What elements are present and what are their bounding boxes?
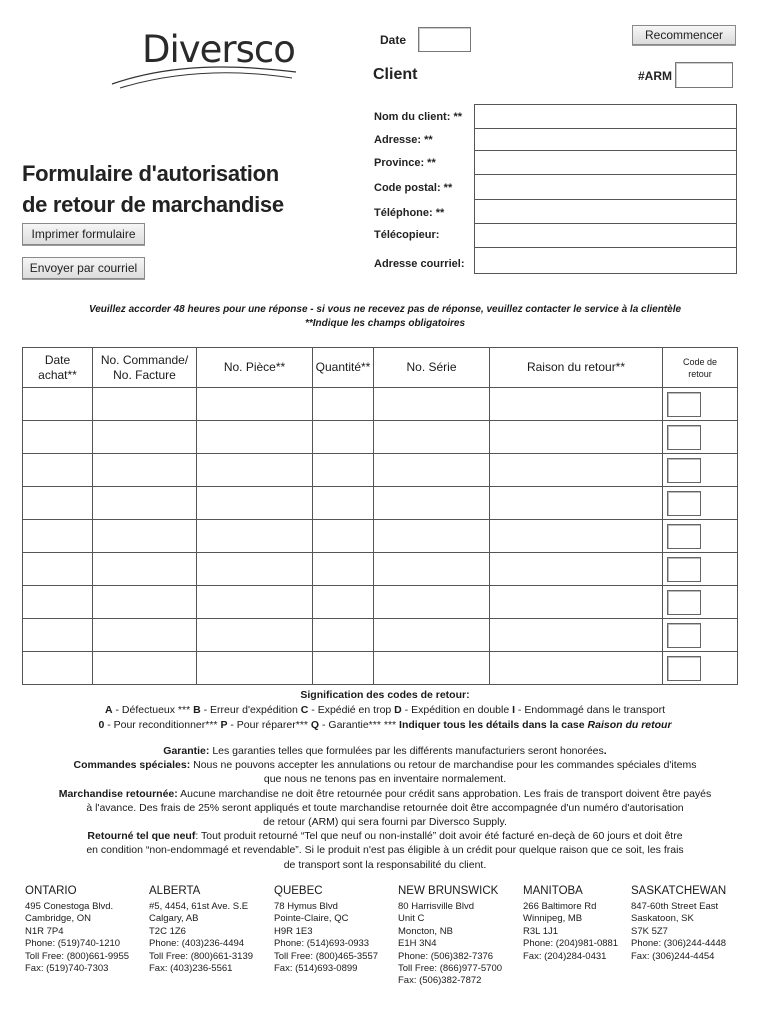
return-items-table (22, 347, 738, 685)
policy-neuf-text3: de transport sont la responsabilité du client. (283, 858, 487, 871)
table-row (23, 652, 738, 685)
office-line: Winnipeg, MB (523, 913, 583, 925)
return-policy (30, 744, 740, 872)
code-d-text: - Expédition en double (401, 704, 513, 716)
office-line: S7K 5Z7 (631, 925, 668, 937)
table-row (23, 454, 738, 487)
serial-number-cell[interactable] (374, 487, 490, 520)
form-title-line1: Formulaire d'autorisation (22, 161, 279, 186)
purchase-date-cell[interactable] (23, 586, 93, 619)
policy-marchandise-text1: Aucune marchandise ne doit être retournée pour crédit sans approbation. Les frais de transport doivent être payés (177, 787, 712, 800)
col-serial-number: No. Série (374, 348, 490, 388)
code-i-text: - Endommagé dans le transport (515, 704, 666, 716)
purchase-date-cell[interactable] (23, 421, 93, 454)
code-italic-note: Raison du retour (587, 719, 672, 731)
return-reason-cell[interactable] (490, 487, 663, 520)
policy-garantie-text: Les garanties telles que formulées par les différents manufacturiers seront honorées (209, 745, 604, 757)
email-label: Adresse courriel: (374, 258, 465, 270)
order-number-cell[interactable] (93, 520, 197, 553)
code-i-key: I (512, 704, 516, 716)
serial-number-cell[interactable] (374, 421, 490, 454)
office-line: T2C 1Z6 (149, 925, 186, 937)
part-number-cell[interactable] (197, 454, 313, 487)
client-fields-grid (474, 104, 737, 274)
purchase-date-cell[interactable] (23, 454, 93, 487)
date-field[interactable] (418, 27, 471, 52)
return-reason-cell[interactable] (490, 652, 663, 685)
response-notice: Veuillez accorder 48 heures pour une réponse - si vous ne recevez pas de réponse, veuillez contacter le service à la clientèle (88, 304, 682, 315)
part-number-cell[interactable] (197, 388, 313, 421)
office-name: MANITOBA (523, 885, 583, 897)
office-quebec (274, 884, 378, 975)
return-reason-cell[interactable] (490, 520, 663, 553)
office-line: Toll Free: (800)661-3139 (149, 950, 254, 962)
order-number-cell[interactable] (93, 619, 197, 652)
col-purchase-date (23, 348, 93, 388)
return-reason-cell[interactable] (490, 421, 663, 454)
office-line: Cambridge, ON (25, 913, 91, 925)
codes-title: Signification des codes de retour: (300, 689, 470, 701)
part-number-cell[interactable] (197, 619, 313, 652)
purchase-date-cell[interactable] (23, 652, 93, 685)
return-reason-cell[interactable] (490, 388, 663, 421)
return-code-cell (663, 454, 738, 487)
return-reason-cell[interactable] (490, 454, 663, 487)
col-part-number: No. Pièce** (197, 348, 313, 388)
office-ontario (25, 884, 129, 975)
serial-number-cell[interactable] (374, 454, 490, 487)
purchase-date-cell[interactable] (23, 487, 93, 520)
office-line: Phone: (519)740-1210 (25, 938, 121, 950)
table-row (23, 388, 738, 421)
policy-marchandise-text2: à l'avance. Des frais de 25% seront appliqués et toute marchandise retournée doit être accompagnée d'un numéro d'autorisation (86, 801, 684, 814)
office-line: Toll Free: (800)465-3557 (274, 950, 379, 962)
province-field[interactable] (475, 151, 736, 175)
office-line: Moncton, NB (398, 925, 453, 937)
address-label: Adresse: ** (374, 134, 433, 146)
part-number-cell[interactable] (197, 421, 313, 454)
return-code-field[interactable] (667, 392, 701, 417)
return-code-field[interactable] (667, 590, 701, 615)
col-order-line2: No. Facture (113, 367, 176, 382)
office-name: ALBERTA (149, 885, 201, 897)
return-reason-cell[interactable] (490, 553, 663, 586)
office-line: H9R 1E3 (274, 925, 313, 937)
policy-garantie-heading: Garantie: (163, 745, 210, 757)
order-number-cell[interactable] (93, 553, 197, 586)
return-code-field[interactable] (667, 425, 701, 450)
part-number-cell[interactable] (197, 487, 313, 520)
col-return-reason: Raison du retour** (490, 348, 663, 388)
policy-neuf-heading: Retourné tel que neuf (87, 830, 196, 843)
table-row (23, 553, 738, 586)
return-code-cell (663, 652, 738, 685)
office-saskatchewan (631, 884, 726, 963)
return-code-cell (663, 421, 738, 454)
return-code-field[interactable] (667, 458, 701, 483)
office-name: ONTARIO (25, 885, 77, 897)
order-number-cell[interactable] (93, 652, 197, 685)
serial-number-cell[interactable] (374, 520, 490, 553)
policy-commandes-heading: Commandes spéciales: (73, 759, 191, 772)
return-code-field[interactable] (667, 656, 701, 681)
col-quantity: Quantité** (313, 348, 374, 388)
office-line: 266 Baltimore Rd (523, 901, 597, 912)
col-date-line1: Date (44, 352, 71, 367)
arm-label: #ARM (638, 69, 673, 83)
office-line: 495 Conestoga Blvd. (25, 901, 114, 912)
code-b-key: B (193, 704, 201, 716)
serial-number-cell[interactable] (374, 652, 490, 685)
print-form-button[interactable]: Imprimer formulaire (22, 223, 145, 245)
col-code-line1: Code de (682, 356, 718, 367)
office-line: 78 Hymus Blvd (274, 901, 338, 912)
part-number-cell[interactable] (197, 553, 313, 586)
return-code-cell (663, 586, 738, 619)
form-title (22, 158, 284, 220)
part-number-cell[interactable] (197, 652, 313, 685)
table-row (23, 421, 738, 454)
office-line: Pointe-Claire, QC (274, 913, 349, 925)
office-line: Phone: (204)981-0881 (523, 938, 619, 950)
office-line: 80 Harrisville Blvd (398, 901, 475, 912)
policy-neuf-text2: en condition “non-endommagé et revendable”. Si le produit n'est pas éligible à un crédit pour quelque raison que ce soit, les frais (86, 844, 684, 857)
code-q-text: - Garantie*** (319, 719, 384, 731)
office-line: Calgary, AB (149, 913, 199, 925)
col-date-line2: achat** (38, 367, 77, 382)
office-name: QUEBEC (274, 885, 323, 897)
code-c-key: C (300, 704, 309, 716)
serial-number-cell[interactable] (374, 586, 490, 619)
code-p-key: P (220, 719, 228, 731)
fax-label: Télécopieur: (374, 229, 440, 241)
col-code-line2: retour (688, 368, 712, 379)
address-field[interactable] (475, 129, 736, 151)
return-code-field[interactable] (667, 557, 701, 582)
postal-code-field[interactable] (475, 175, 736, 200)
policy-commandes-text2: que nous ne tenons pas en inventaire normalement. (263, 773, 507, 786)
return-code-field[interactable] (667, 491, 701, 516)
return-reason-cell[interactable] (490, 586, 663, 619)
phone-field[interactable] (475, 200, 736, 224)
office-line: #5, 4454, 61st Ave. S.E (149, 901, 249, 912)
office-manitoba (523, 884, 618, 963)
return-code-cell (663, 487, 738, 520)
office-name: SASKATCHEWAN (631, 885, 727, 897)
phone-label: Téléphone: ** (374, 207, 445, 219)
office-line: Toll Free: (800)661-9955 (25, 950, 130, 962)
serial-number-cell[interactable] (374, 619, 490, 652)
office-line: Fax: (403)236-5561 (149, 963, 233, 975)
code-d-key: D (394, 704, 402, 716)
logo-swoosh-icon (110, 62, 300, 92)
arm-field[interactable] (675, 62, 733, 88)
code-p-text: - Pour réparer*** (227, 719, 311, 731)
table-row (23, 586, 738, 619)
office-line: Saskatoon, SK (631, 913, 694, 925)
order-number-cell[interactable] (93, 388, 197, 421)
office-line: Toll Free: (866)977-5700 (398, 963, 503, 975)
quantity-cell[interactable] (313, 454, 374, 487)
return-code-field[interactable] (667, 524, 701, 549)
code-o-key: 0 (98, 719, 105, 731)
order-number-cell[interactable] (93, 421, 197, 454)
code-o-text: - Pour reconditionner*** (104, 719, 221, 731)
office-line: Fax: (204)284-0431 (523, 950, 607, 962)
reset-button[interactable]: Recommencer (632, 25, 736, 45)
province-label: Province: ** (374, 157, 436, 169)
return-code-cell (663, 553, 738, 586)
purchase-date-cell[interactable] (23, 619, 93, 652)
serial-number-cell[interactable] (374, 388, 490, 421)
return-code-field[interactable] (667, 623, 701, 648)
code-c-text: - Expédié en trop (308, 704, 395, 716)
office-line: Fax: (519)740-7303 (25, 963, 109, 975)
client-name-label: Nom du client: ** (374, 111, 463, 123)
return-code-cell (663, 619, 738, 652)
policy-marchandise-text3: de retour (ARM) qui sera fourni par Diversco Supply. (263, 816, 507, 829)
quantity-cell[interactable] (313, 421, 374, 454)
return-codes-legend (0, 688, 770, 733)
diversco-logo (140, 28, 295, 88)
code-q-key: Q (310, 719, 320, 731)
table-row (23, 487, 738, 520)
office-alberta (149, 884, 253, 975)
serial-number-cell[interactable] (374, 553, 490, 586)
return-reason-cell[interactable] (490, 619, 663, 652)
purchase-date-cell[interactable] (23, 520, 93, 553)
office-new-brunswick (398, 884, 502, 988)
policy-garantie-end: . (603, 745, 607, 757)
part-number-cell[interactable] (197, 520, 313, 553)
date-label: Date (380, 33, 407, 47)
purchase-date-cell[interactable] (23, 553, 93, 586)
code-b-text: - Erreur d'expédition (200, 704, 301, 716)
col-return-code (663, 348, 738, 388)
policy-marchandise-heading: Marchandise retournée: (58, 787, 178, 800)
office-line: 847-60th Street East (631, 901, 719, 912)
quantity-cell[interactable] (313, 586, 374, 619)
order-number-cell[interactable] (93, 586, 197, 619)
form-title-line2: de retour de marchandise (22, 192, 284, 217)
office-line: Unit C (398, 913, 425, 925)
client-name-field[interactable] (475, 105, 736, 129)
office-line: Phone: (403)236-4494 (149, 938, 245, 950)
code-a-key: A (104, 704, 113, 716)
table-header-row (23, 348, 738, 388)
quantity-cell[interactable] (313, 520, 374, 553)
client-label: Client (373, 66, 418, 83)
code-a-text: - Défectueux *** (112, 704, 194, 716)
order-number-cell[interactable] (93, 487, 197, 520)
quantity-cell[interactable] (313, 619, 374, 652)
policy-neuf-text1: : Tout produit retourné “Tel que neuf ou non-installé” doit avoir été facturé en-deçà de 60 jours et doit être (195, 830, 683, 843)
col-order-number (93, 348, 197, 388)
email-field[interactable] (475, 248, 736, 273)
office-name: NEW BRUNSWICK (398, 885, 499, 897)
policy-commandes-text1: Nous ne pouvons accepter les annulations ou retour de marchandise pour les commandes spéciales d'items (190, 759, 697, 772)
office-line: N1R 7P4 (25, 925, 64, 937)
logo-text: Diversco (142, 28, 295, 71)
return-code-cell (663, 520, 738, 553)
office-line: Phone: (306)244-4448 (631, 938, 727, 950)
return-code-cell (663, 388, 738, 421)
col-order-line1: No. Commande/ (100, 352, 189, 367)
fax-field[interactable] (475, 224, 736, 248)
code-star-note: *** (383, 719, 400, 731)
table-row (23, 520, 738, 553)
postal-code-label: Code postal: ** (374, 182, 453, 194)
office-line: Fax: (514)693-0899 (274, 963, 358, 975)
purchase-date-cell[interactable] (23, 388, 93, 421)
office-line: Phone: (506)382-7376 (398, 950, 494, 962)
office-line: R3L 1J1 (523, 925, 559, 937)
table-row (23, 619, 738, 652)
email-form-button[interactable]: Envoyer par courriel (22, 257, 145, 279)
quantity-cell[interactable] (313, 487, 374, 520)
code-bold-note: Indiquer tous les détails dans la case (399, 719, 588, 731)
required-fields-notice: **Indique les champs obligatoires (304, 318, 466, 329)
office-line: Fax: (506)382-7872 (398, 975, 482, 987)
quantity-cell[interactable] (313, 553, 374, 586)
office-line: Phone: (514)693-0933 (274, 938, 370, 950)
quantity-cell[interactable] (313, 652, 374, 685)
quantity-cell[interactable] (313, 388, 374, 421)
office-line: Fax: (306)244-4454 (631, 950, 715, 962)
part-number-cell[interactable] (197, 586, 313, 619)
office-line: E1H 3N4 (398, 938, 437, 950)
order-number-cell[interactable] (93, 454, 197, 487)
